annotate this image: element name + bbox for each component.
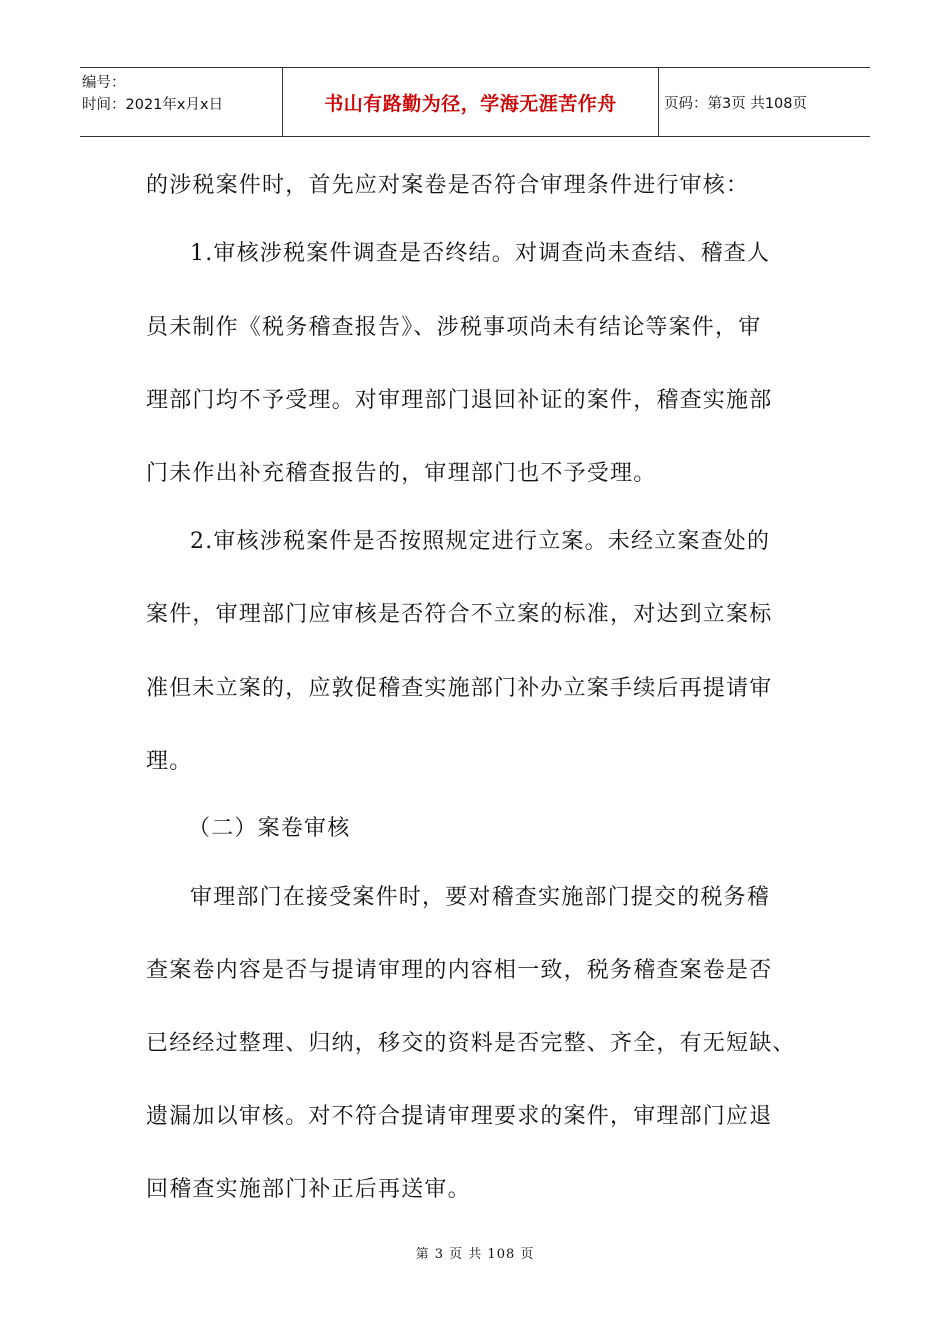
page-footer: 第 3 页 共 108 页 [415,1247,535,1262]
body-line: 理部门均不予受理。对审理部门退回补证的案件，稽查实施部 [146,388,773,413]
body-line: 理。 [146,749,193,774]
body-line: 回稽查实施部门补正后再送审。 [146,1177,471,1202]
document-time: 时间：2021年x月x日 [82,97,224,113]
body-line: 门未作出补充稽查报告的，审理部门也不予受理。 [146,461,657,486]
body-line: 2.审核涉税案件是否按照规定进行立案。未经立案查处的 [190,529,771,554]
header-meta [82,72,280,116]
body-line: 员未制作《税务稽查报告》、涉税事项尚未有结论等案件，审 [146,315,762,340]
header-page-info: 页码：第3页 共108页 [664,95,808,112]
body-line: 1.审核涉税案件调查是否终结。对调查尚未查结、稽查人 [190,241,771,266]
body-line: 已经经过整理、归纳，移交的资料是否完整、齐全，有无短缺、 [146,1031,796,1056]
section-heading: （二）案卷审核 [188,816,351,841]
page-header [80,67,870,137]
body-line: 遗漏加以审核。对不符合提请审理要求的案件，审理部门应退 [146,1104,773,1129]
body-line: 准但未立案的，应敦促稽查实施部门补办立案手续后再提请审 [146,676,773,701]
body-line: 案件，审理部门应审核是否符合不立案的标准，对达到立案标 [146,602,773,627]
body-line: 查案卷内容是否与提请审理的内容相一致，税务稽查案卷是否 [146,958,773,983]
header-divider [658,68,659,136]
body-line: 审理部门在接受案件时，要对稽查实施部门提交的税务稽 [190,885,771,910]
body-line: 的涉税案件时，首先应对案卷是否符合审理条件进行审核： [146,173,750,198]
header-motto: 书山有路勤为径，学海无涯苦作舟 [324,92,617,115]
document-number-label: 编号： [82,75,126,91]
